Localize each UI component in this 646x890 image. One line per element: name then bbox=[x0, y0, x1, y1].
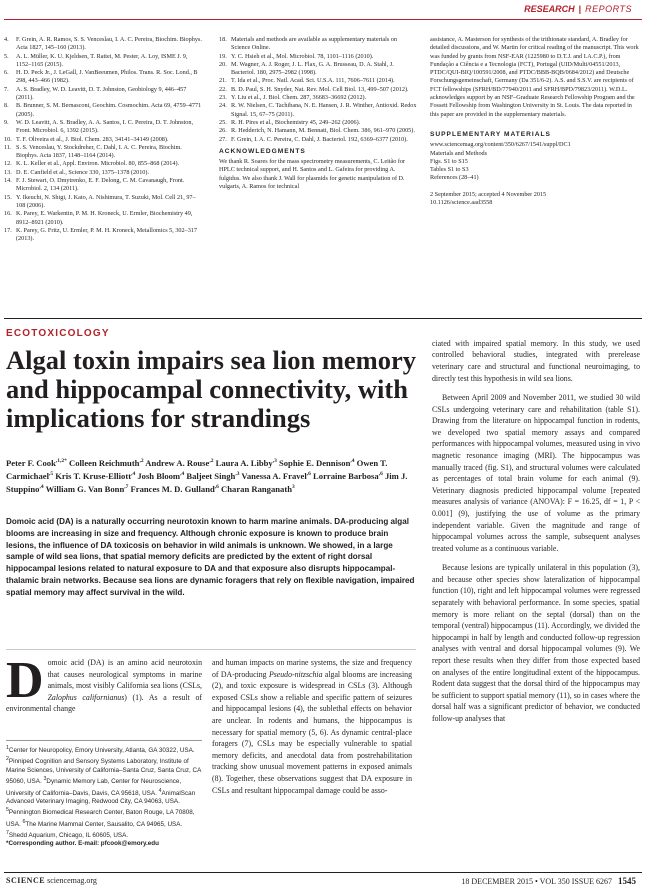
reference-number: 18. bbox=[219, 36, 227, 43]
reference-text: H. D. Peck Jr., J. LeGall, J. VanBeeumen, Philos. Trans. R. Soc. Lond., B 298, 443–466 (1982). bbox=[16, 69, 198, 85]
reference-number: 10. bbox=[4, 135, 12, 143]
reference-text: R. Hedderich, N. Hamann, M. Bennati, Biol. Chem. 386, 961–970 (2005). bbox=[231, 127, 415, 135]
reference-item bbox=[219, 94, 417, 102]
doi[interactable]: 10.1126/science.aad3558 bbox=[430, 199, 493, 207]
reference-number: 26. bbox=[219, 127, 227, 135]
references-column-3 bbox=[430, 36, 642, 207]
reference-item bbox=[4, 86, 204, 103]
body-column-3 bbox=[432, 330, 640, 732]
reference-number: 16. bbox=[4, 210, 12, 218]
reference-text: T. Ida et al., Proc. Natl. Acad. Sci. U.S.A. 111, 7606–7611 (2014). bbox=[231, 77, 395, 85]
drop-cap: D bbox=[6, 652, 44, 709]
reference-item bbox=[219, 102, 417, 119]
reference-item bbox=[4, 194, 204, 211]
affiliations bbox=[6, 744, 202, 849]
reference-text: F. J. Stewart, O. Dmytrenko, E. F. Delong, C. M. Cavanaugh, Front. Microbiol. 2, 134 (2011). bbox=[16, 177, 185, 193]
body-paragraph: ciated with impaired spatial memory. In this study, we used controlled behavioral studies, integrated with prerelease veterinary care and structural and functional neuroimaging, to directly test this hypothesis in wild sea lions. bbox=[432, 338, 640, 383]
section-label: ECOTOXICOLOGY bbox=[6, 328, 110, 339]
reference-number: 22. bbox=[219, 85, 227, 93]
reference-number: 19. bbox=[219, 52, 227, 60]
reference-item bbox=[219, 53, 417, 61]
reference-text: K. L. Keller et al., Appl. Environ. Microbiol. 80, 855–868 (2014). bbox=[16, 160, 180, 168]
reference-text: R. H. Pires et al., Biochemistry 45, 249–262 (2006). bbox=[231, 118, 361, 126]
reference-text: S. S. Venceslau, Y. Stockdreher, C. Dahl, I. A. C. Pereira, Biochim. Biophys. Acta 1837, 1148–1164 (2014). bbox=[16, 143, 182, 160]
article-title: Algal toxin impairs sea lion memory and hippocampal connectivity, with implications for strandings bbox=[6, 345, 416, 433]
reference-text: R. W. Nielsen, C. Tachibana, N. E. Hansen, J. R. Winther, Antioxid. Redox Signal. 15, 67–75 (2011). bbox=[231, 102, 417, 118]
footer-rule bbox=[4, 872, 642, 873]
reference-list bbox=[4, 36, 204, 243]
reference-text: B. Brunner, S. M. Bernasconi, Geochim. Cosmochim. Acta 69, 4759–4771 (2005). bbox=[16, 102, 202, 118]
reference-item bbox=[219, 77, 417, 85]
reference-item bbox=[4, 169, 204, 177]
reference-item bbox=[4, 210, 204, 227]
references-column-2 bbox=[219, 36, 417, 191]
supplementary-line: Materials and Methods bbox=[430, 149, 488, 157]
running-head bbox=[524, 4, 632, 14]
corresponding-author: *Corresponding author. E-mail: pfcook@emory.edu bbox=[6, 840, 159, 848]
reference-number: 12. bbox=[4, 160, 12, 168]
reference-item bbox=[219, 36, 417, 53]
reference-text: Y. Liu et al., J. Biol. Chem. 287, 36683–36692 (2012). bbox=[231, 94, 367, 102]
reference-number: 14. bbox=[4, 177, 12, 185]
abstract-rule bbox=[6, 649, 416, 650]
author-list: Peter F. Cook$^{,1,2*}$ Colleen Reichmuth$^{,2}$ Andrew A. Rouse$^{,2}$ Laura A. Libby$^{,3}$ Sophie E. Dennison$^{,4}$ Owen T. Carmichael$^{,5}$ Kris T. Kruse-Elliott$^{,4}$ Josh Bloom$^{,4}$ Baljeet Singh$^{,3}$ Vanessa A. Fravel$^{,6}$ Lorraine Barbosa$^{,6}$ Jim J. Stuppino$^{,4}$ William G. Van Bonn$^{,7}$ Frances M. D. Gulland$^{,6}$ Charan Ranganath$^3$ bbox=[6, 457, 408, 494]
reference-item bbox=[4, 177, 204, 194]
reference-item bbox=[4, 144, 204, 161]
reference-item bbox=[219, 86, 417, 94]
footer-left bbox=[6, 876, 97, 885]
references-column-1 bbox=[4, 36, 204, 243]
reference-text: K. Parey, G. Fritz, U. Ermler, P. M. H. Kroneck, Metallomics 5, 302–317 (2013). bbox=[16, 226, 197, 243]
reference-number: 6. bbox=[4, 69, 9, 77]
reference-number: 20. bbox=[219, 60, 227, 68]
acknowledgments-text-continued: assistance, A. Masterson for synthesis of the trithionate standard, A. Bradley for detailed discussions, and W. Martin for critical reading of the manuscript. This work was funded by grants from NSF-EAR (1225980 to D.T.J. and I.A.C.P.), from Fundação a Ciência e a Tecnologia (FCT), Portugal (UID/Multi/04551/2013, PTDC/QUI-BIQ/100591/2008, and PTDC/BBB-BQB/0684/2012) and Deutsche Forschungsgemeinschaft, Germany (Da 351/6-2). A.S. and S.S.V. are recipients of FCT fellowships (SFRH/BD/77940/2011 and SFRH/BPD/79823/2011). W.D.L. acknowledges support by an NSF–Graduate Research Fellowship Program and the Fossett Fellowship from Washington University in St. Louis. The data reported in this paper are provided in the supplementary materials. bbox=[430, 36, 639, 118]
header-rule bbox=[4, 19, 642, 20]
reference-number: 21. bbox=[219, 77, 227, 85]
received-accepted-dates: 2 September 2015; accepted 4 November 2015 bbox=[430, 190, 547, 198]
reference-number: 11. bbox=[4, 143, 12, 151]
reference-item bbox=[219, 61, 417, 78]
reference-item bbox=[4, 36, 204, 53]
body-paragraph: Between April 2009 and November 2011, we studied 30 wild CSLs undergoing veterinary care and rehabilitation (table S1). Drawing from the literature on hippocampal function in rodents, we developed two spatial memory assays and compared performances with hippocampal volumes, measured using in vivo magnetic resonance imaging (MRI). The hippocampus was manually traced (fig. S1), and structural volumes were calculated as percentages of total brain volume for each animal (9). Veterinary diagnosis predicted hippocampal volume [repeated measures analysis of variance (ANOVA): F = 16.25, df = 1, P < 0.001] (9), justifying the use of volume as the primary independent variable. Given the magnitude and range of hippocampal volumes across the sample, subsequent analyses treated volume as a continuous variable. bbox=[432, 393, 640, 553]
reference-number: 5. bbox=[4, 52, 9, 60]
reference-item bbox=[4, 119, 204, 136]
reference-item bbox=[4, 160, 204, 168]
affiliations-rule bbox=[6, 740, 202, 741]
reference-text: A. S. Bradley, W. D. Leavitt, D. T. Johnston, Geobiology 9, 446–457 (2011). bbox=[16, 85, 187, 102]
reference-item bbox=[4, 136, 204, 144]
supplementary-link[interactable]: www.sciencemag.org/content/350/6267/1541/suppl/DC1 bbox=[430, 141, 571, 149]
reference-item bbox=[219, 136, 417, 144]
reference-item bbox=[4, 53, 204, 70]
reference-number: 8. bbox=[4, 102, 9, 110]
reference-item bbox=[219, 119, 417, 127]
supplementary-line: Tables S1 to S3 bbox=[430, 166, 469, 174]
reference-number: 7. bbox=[4, 85, 9, 93]
reference-text: F. Grein, A. R. Ramos, S. S. Venceslau, I. A. C. Pereira, Biochim. Biophys. Acta 1827, 145–160 (2013). bbox=[16, 36, 202, 52]
section-name: RESEARCH bbox=[524, 4, 575, 14]
journal-name: SCIENCE bbox=[6, 876, 46, 885]
body-text: and human impacts on marine systems, the size and frequency of DA-producing Pseudo-nitzschia algal blooms are increasing (2), and toxic exposure is widespread in CSLs (3). Although exposed CSLs show a reliable and specific pattern of seizures and hippocampal lesions (4), the sublethal effects on behavior are unclear. In rodents and humans, the hippocampus is necessary for spatial memory (5, 6). As dynamic central-place foragers (7), CSLs may be especially vulnerable to spatial memory deficits, and anecdotal data from postrehabilitation tracking show unusual movement patterns in exposed animals (8). Together, these observations suggest that DA exposure in CSLs and resultant hippocampal damage could be asso- bbox=[212, 658, 412, 795]
body-paragraph: Because lesions are typically unilateral in this population (3), and because other species show lateralization of hippocampal function (10), right and left hippocampal volumes were regressed separately with behavioral performance. In some species, spatial memory is more reliant on the septal (dorsal) than on the temporal (ventral) hippocampus (11). Accordingly, we divided the hippocampi in half by length and conducted follow-up regression analyses with ventral and dorsal hippocampal volumes (9). We report these results when they differ from those expected based on analyses of the entire longitudinal extent of the hippocampus. Rodent data suggest that the dorsal third of the hippocampus may be sufficient to support spatial memory (11), so in cases where the dorsal half was a significant predictor of behavior, we conducted follow-up analyses that bbox=[432, 563, 640, 723]
reference-number: 23. bbox=[219, 94, 227, 102]
reference-item bbox=[4, 102, 204, 119]
acknowledgments-text: We thank R. Soares for the mass spectrometry measurements, C. Leitão for HPLC technical support, and H. Santos and L. Gafeira for providing A. fulgidus. We also thank J. Wall for plasmids for genetic manipulation of D. vulgaris, A. Ramos for technical bbox=[219, 158, 406, 191]
reference-item bbox=[4, 227, 204, 244]
reference-text: B. D. Paul, S. H. Snyder, Nat. Rev. Mol. Cell Biol. 13, 499–507 (2012). bbox=[231, 85, 409, 93]
reference-text: K. Parey, E. Warkentin, P. M. H. Kroneck, U. Ermler, Biochemistry 49, 8912–8921 (2010). bbox=[16, 210, 193, 226]
reference-item bbox=[4, 69, 204, 86]
body-column-2 bbox=[212, 657, 412, 796]
reference-item bbox=[219, 127, 417, 135]
footer-right bbox=[461, 876, 636, 886]
reference-text: Y. Ikeuchi, N. Shigi, J. Kato, A. Nishimura, T. Suzuki, Mol. Cell 21, 97–108 (2006). bbox=[16, 193, 196, 209]
separator: | bbox=[578, 4, 582, 14]
reference-number: 13. bbox=[4, 168, 12, 176]
acknowledgments-heading: ACKNOWLEDGMENTS bbox=[219, 147, 306, 155]
reference-text: M. Wagner, A. J. Roger, J. L. Flax, G. A. Brusseau, D. A. Stahl, J. Bacteriol. 180, 2975–2982 (1998). bbox=[231, 60, 394, 77]
reference-text: A. L. Müller, K. U. Kjeldsen, T. Rattei, M. Pester, A. Loy, ISME J. 9, 1152–1165 (2015). bbox=[16, 52, 188, 68]
reference-list bbox=[219, 36, 417, 144]
issue-info: 18 DECEMBER 2015 • VOL 350 ISSUE 6267 bbox=[461, 877, 612, 886]
subsection-name: REPORTS bbox=[585, 4, 632, 14]
reference-number: 15. bbox=[4, 193, 12, 201]
abstract: Domoic acid (DA) is a naturally occurring neurotoxin known to harm marine animals. DA-producing algal blooms are increasing in size and frequency. Although chronic exposure is known to produce brain lesions, the influence of DA toxicosis on behavior in wild animals is unknown. We showed, in a large sample of wild sea lions, that spatial memory deficits are predicted by the extent of right dorsal hippocampal lesions related to natural exposure to DA and that exposure also disrupts hippocampal-thalamic brain networks. Because sea lions are dynamic foragers that rely on flexible navigation, impaired spatial memory may affect survival in the wild. bbox=[6, 517, 415, 597]
reference-text: Materials and methods are available as supplementary materials on Science Online. bbox=[231, 36, 397, 52]
reference-text: T. F. Oliveira et al., J. Biol. Chem. 283, 34141–34149 (2008). bbox=[16, 135, 169, 143]
supplementary-line: Figs. S1 to S15 bbox=[430, 157, 468, 165]
body-text: omoic acid (DA) is an amino acid neurotoxin that causes neurological symptoms in marine animals, most visibly California sea lions (CSLs, Zalophus californianus) (1). As a result of environmental change bbox=[6, 658, 203, 714]
section-divider bbox=[4, 318, 642, 319]
supplementary-heading: SUPPLEMENTARY MATERIALS bbox=[430, 130, 551, 138]
reference-text: Y. C. Hsieh et al., Mol. Microbiol. 78, 1101–1116 (2010). bbox=[231, 52, 374, 60]
page-number: 1545 bbox=[618, 876, 636, 886]
reference-number: 25. bbox=[219, 118, 227, 126]
supplementary-line: References (28–41) bbox=[430, 174, 479, 182]
reference-text: W. D. Leavitt, A. S. Bradley, A. A. Santos, I. C. Pereira, D. T. Johnston, Front. Microbiol. 6, 1392 (2015). bbox=[16, 118, 194, 135]
journal-site[interactable]: sciencemag.org bbox=[47, 876, 97, 885]
reference-number: 17. bbox=[4, 226, 12, 234]
reference-number: 4. bbox=[4, 36, 9, 43]
body-column-1 bbox=[6, 652, 203, 715]
reference-number: 27. bbox=[219, 135, 227, 143]
reference-text: F. Grein, I. A. C. Pereira, C. Dahl, J. Bacteriol. 192, 6369–6377 (2010). bbox=[231, 135, 408, 143]
reference-number: 9. bbox=[4, 118, 9, 126]
reference-number: 24. bbox=[219, 102, 227, 110]
affiliations-text: $^1$Center for Neuropolicy, Emory University, Atlanta, GA 30322, USA. $^2$Pinniped Cognition and Sensory Systems Laboratory, Institute of Marine Sciences, University of California–Santa Cruz, Santa Cruz, CA 95060, USA. $^3$Dynamic Memory Lab, Center for Neuroscience, University of California–Davis, Davis, CA 95618, USA. $^4$AnimalScan Advanced Veterinary Imaging, Redwood City, CA 94063, USA. $^5$Pennington Biomedical Research Center, Baton Rouge, LA 70808, USA. $^6$The Marine Mammal Center, Sausalito, CA 94965, USA. $^7$Shedd Aquarium, Chicago, IL 60605, USA. bbox=[6, 745, 201, 840]
reference-text: D. E. Canfield et al., Science 330, 1375–1378 (2010). bbox=[16, 168, 150, 176]
